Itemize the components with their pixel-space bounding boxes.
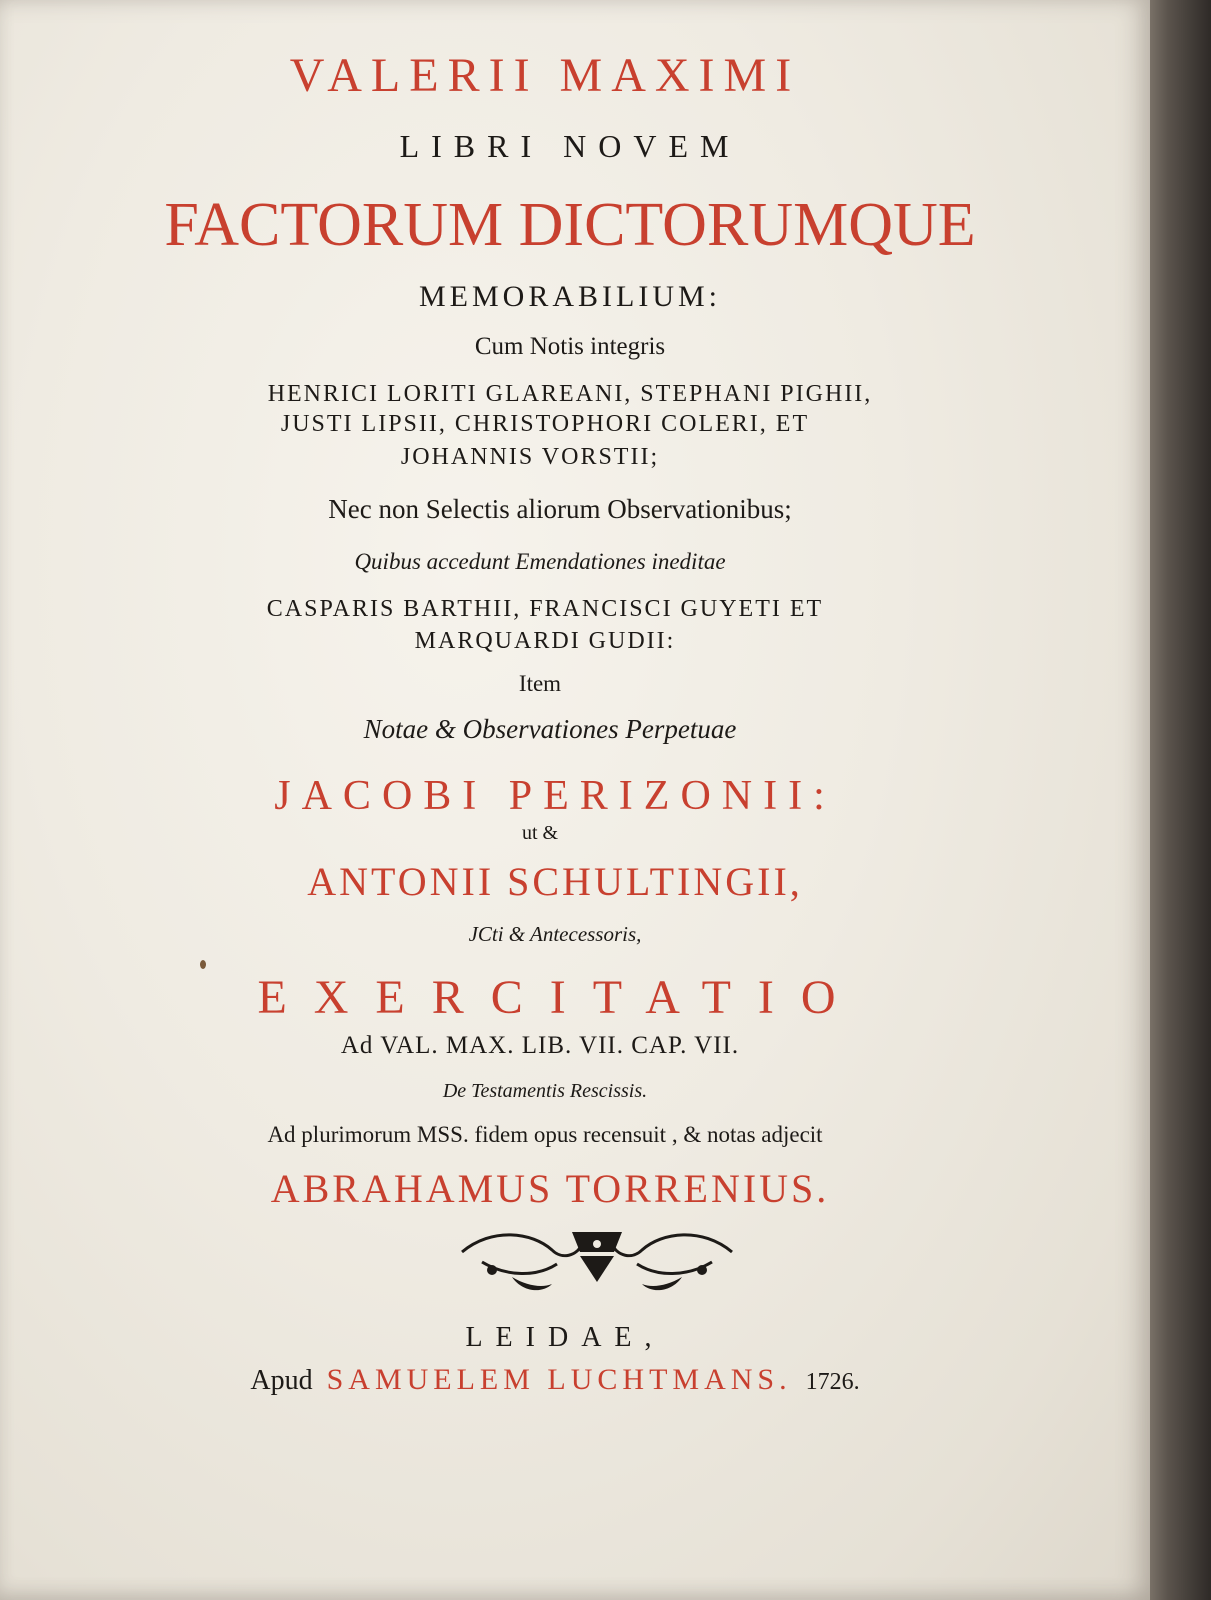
imprint-apud: Apud — [250, 1365, 313, 1396]
page-stack-edge — [1140, 0, 1211, 1600]
imprint-place: LEIDAE, — [465, 1322, 665, 1353]
topic-line: De Testamentis Rescissis. — [442, 1080, 648, 1102]
paper-foxing-spot — [200, 960, 206, 969]
perpetual-notes: Notae & Observationes Perpetuae — [363, 714, 737, 744]
commentators-line-2: JUSTI LIPSII, CHRISTOPHORI COLERI, ET — [280, 411, 810, 437]
emendations-intro: Quibus accedunt Emendationes ineditae — [354, 549, 726, 574]
work-line-1: LIBRI NOVEM — [399, 128, 741, 164]
reference-line: Ad VAL. MAX. LIB. VII. CAP. VII. — [340, 1032, 740, 1059]
imprint-line — [0, 1363, 1130, 1397]
commentators-line-3: JOHANNIS VORSTII; — [400, 444, 660, 470]
commentators-line-1: HENRICI LORITI GLAREANI, STEPHANI PIGHII, — [267, 381, 873, 407]
item-word: Item — [518, 671, 562, 696]
schultingius-title: JCti & Antecessoris, — [468, 922, 642, 946]
selected-observations: Nec non Selectis aliorum Observationibus; — [328, 494, 792, 524]
ut-and: ut & — [521, 822, 559, 844]
schultingius-name: ANTONII SCHULTINGII, — [307, 859, 803, 904]
editor-note: Ad plurimorum MSS. fidem opus recensuit , & notas adjecit — [267, 1122, 823, 1147]
imprint-year: 1726. — [805, 1369, 860, 1395]
author-name: VALERII MAXIMI — [289, 49, 801, 102]
work-line-2: FACTORUM DICTORUMQUE — [164, 191, 976, 259]
imprint-printer: SAMUELEM LUCHTMANS. — [326, 1363, 792, 1396]
notes-intro: Cum Notis integris — [474, 333, 666, 360]
printers-ornament-icon — [452, 1222, 742, 1302]
emendators-line-2: MARQUARDI GUDII: — [414, 628, 676, 654]
perizonius-name: JACOBI PERIZONII: — [274, 773, 836, 819]
work-line-3: MEMORABILIUM: — [418, 280, 721, 313]
emendators-line-1: CASPARIS BARTHII, FRANCISCI GUYETI ET — [266, 596, 824, 622]
exercitatio-heading: EXERCITATIO — [257, 971, 863, 1024]
editor-name: ABRAHAMUS TORRENIUS. — [270, 1166, 830, 1211]
